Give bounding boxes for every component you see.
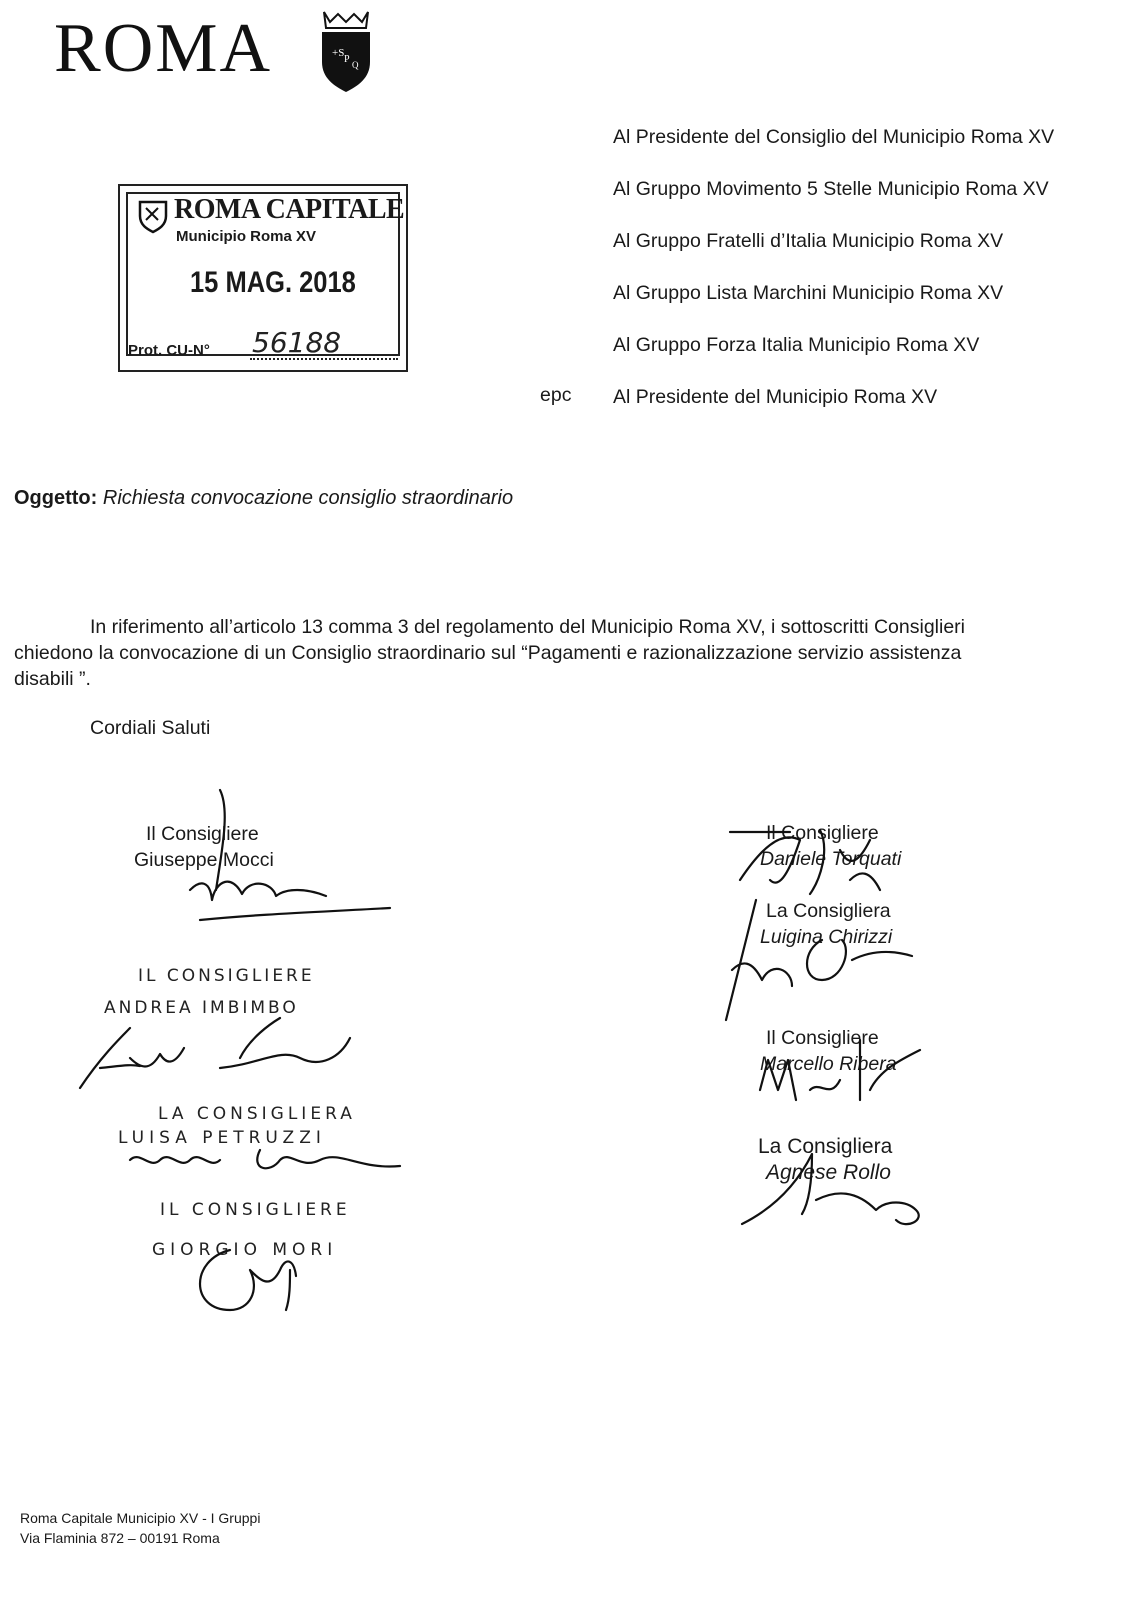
body-line-1: In riferimento all’articolo 13 comma 3 del regolamento del Municipio Roma XV, i sottoscritti Consiglieri xyxy=(90,616,965,638)
signature-scribble-rollo xyxy=(736,1150,936,1240)
stamp-title: ROMA CAPITALE xyxy=(174,194,405,225)
recipient-item: Al Gruppo Movimento 5 Stelle Municipio Roma XV xyxy=(613,178,1049,200)
body-line-2: chiedono la convocazione di un Consiglio straordinario sul “Pagamenti e razionalizzazione servizio assistenza xyxy=(14,642,962,664)
signature-name-imbimbo: ANDREA IMBIMBO xyxy=(104,998,299,1018)
recipient-item: Al Gruppo Fratelli d’Italia Municipio Roma XV xyxy=(613,230,1004,252)
recipient-item: Al Gruppo Lista Marchini Municipio Roma XV xyxy=(613,282,1004,304)
subject-line xyxy=(14,487,513,510)
signature-scribble-mori xyxy=(190,1240,330,1320)
signature-role-mori: IL CONSIGLIERE xyxy=(160,1200,351,1220)
epc-label: epc xyxy=(540,384,572,406)
recipient-item: Al Presidente del Municipio Roma XV xyxy=(613,386,938,408)
footer-line-1: Roma Capitale Municipio XV - I Gruppi xyxy=(20,1510,261,1526)
body-line-3: disabili ”. xyxy=(14,668,91,690)
footer xyxy=(20,1508,260,1548)
signature-scribble-torquati xyxy=(720,820,920,900)
signature-name: Giuseppe Mocci xyxy=(134,849,274,871)
signature-scribble-ribera xyxy=(750,1030,930,1110)
stamp-crest-icon xyxy=(138,200,168,234)
subject-label: Oggetto: xyxy=(14,487,98,509)
stamp-dotted-line xyxy=(250,358,398,360)
signature-role-imbimbo: IL CONSIGLIERE xyxy=(138,966,315,986)
stamp-date: 15 MAG. 2018 xyxy=(190,266,356,299)
signature-scribble-chirizzi xyxy=(712,890,942,1030)
svg-text:+S: +S xyxy=(332,47,345,59)
signature-role: Il Consigliere xyxy=(146,823,259,845)
header-logo-text: ROMA xyxy=(54,10,273,87)
recipient-item: Al Gruppo Forza Italia Municipio Roma XV xyxy=(613,334,980,356)
recipient-list xyxy=(613,124,1054,436)
signature-name-petruzzi: LUISA PETRUZZI xyxy=(118,1128,326,1148)
svg-text:P: P xyxy=(344,54,350,65)
signature-scribble-imbimbo xyxy=(70,1018,390,1098)
signature-name: Agnese Rollo xyxy=(766,1161,891,1184)
signature-role: Il Consigliere xyxy=(766,822,879,844)
protocol-stamp xyxy=(118,184,408,372)
signature-name-mori: GIORGIO MORI xyxy=(152,1240,338,1260)
signature-name: Luigina Chirizzi xyxy=(760,926,893,948)
stamp-subtitle: Municipio Roma XV xyxy=(176,228,317,245)
greeting: Cordiali Saluti xyxy=(90,717,211,739)
recipient-item: Al Presidente del Consiglio del Municipio Roma XV xyxy=(613,126,1055,148)
stamp-prot-label: Prot. CU-N° xyxy=(128,342,210,359)
signature-role-petruzzi: LA CONSIGLIERA xyxy=(158,1104,356,1124)
svg-text:Q: Q xyxy=(352,60,359,70)
signature-name: Marcello Ribera xyxy=(760,1053,897,1075)
signature-role: La Consigliera xyxy=(766,900,891,922)
signature-scribble-mocci xyxy=(180,780,400,930)
signature-name: Daniele Torquati xyxy=(760,848,902,870)
subject-text: Richiesta convocazione consiglio straordinario xyxy=(102,487,514,509)
signature-scribble-petruzzi xyxy=(120,1140,420,1180)
footer-line-2: Via Flaminia 872 – 00191 Roma xyxy=(20,1530,220,1546)
stamp-prot-number: 56188 xyxy=(252,326,342,359)
roma-crest-icon xyxy=(310,4,382,94)
body-paragraph xyxy=(14,614,1074,692)
signature-role: Il Consigliere xyxy=(766,1027,879,1049)
signature-role: La Consigliera xyxy=(758,1135,893,1158)
